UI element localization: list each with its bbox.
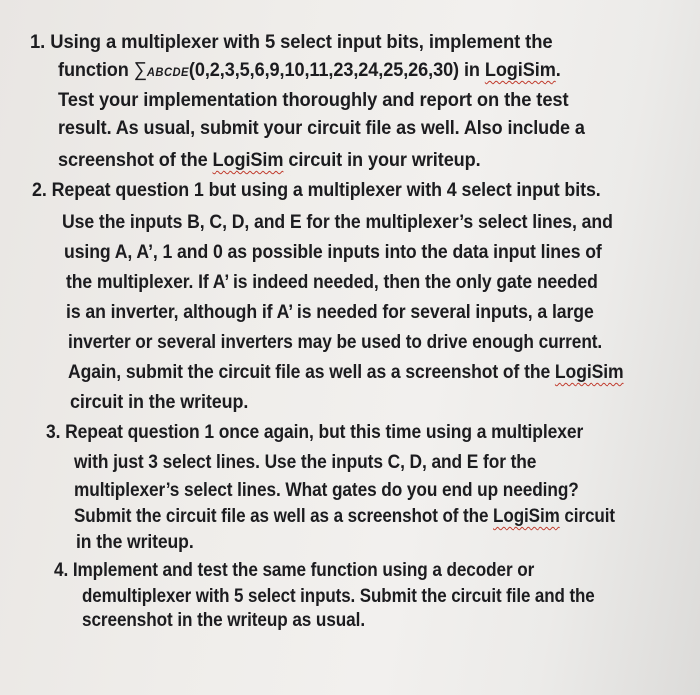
q1-line-4 (58, 116, 585, 140)
q4-text-1: Implement and test the same function using a decoder or (72, 559, 535, 581)
q4-number: 4. (54, 559, 69, 581)
q2-text-2: Use the inputs B, C, D, and E for the multiplexer’s select lines, and (62, 211, 613, 233)
q4-line-2 (82, 584, 595, 608)
q2-line-8 (70, 390, 248, 414)
q1-function-prefix: function (58, 59, 134, 81)
q2-text-5: is an inverter, although if A’ is needed for several inputs, a large (66, 301, 594, 323)
q2-line-1 (32, 178, 601, 202)
q3-text-4a: Submit the circuit file as well as a screenshot of the (74, 505, 494, 527)
function-subscript: ABCDE (146, 65, 189, 79)
q2-number: 2. (32, 179, 47, 201)
logisim-word: LogiSim (484, 59, 556, 81)
q2-line-2 (62, 210, 613, 234)
q1-text-4: result. As usual, submit your circuit file as well. Also include a (58, 117, 585, 139)
q3-line-4 (74, 504, 615, 528)
q2-text-4: the multiplexer. If A’ is indeed needed, then the only gate needed (66, 271, 598, 293)
q2-line-4 (66, 270, 598, 294)
q4-text-3: screenshot in the writeup as usual. (82, 609, 366, 631)
q1-text-5a: screenshot of the (58, 149, 213, 171)
q3-line-1 (46, 420, 583, 444)
q2-text-1: Repeat question 1 but using a multiplexer with 4 select input bits. (51, 179, 601, 201)
q1-line-2 (58, 58, 561, 84)
q1-line-5 (58, 148, 481, 172)
q1-text-1: Using a multiplexer with 5 select input bits, implement the (50, 31, 553, 53)
q2-line-7 (68, 360, 624, 384)
q3-text-5: in the writeup. (76, 531, 194, 553)
q3-text-2: with just 3 select lines. Use the inputs C, D, and E for the (74, 451, 537, 473)
q1-text-3: Test your implementation thoroughly and report on the test (58, 89, 569, 111)
q2-line-6 (68, 330, 602, 354)
q3-line-2 (74, 450, 536, 474)
q3-text-4b: circuit (559, 505, 615, 527)
function-terms: (0,2,3,5,6,9,10,11,23,24,25,26,30) in (188, 59, 485, 81)
q3-number: 3. (46, 421, 61, 443)
q2-text-8: circuit in the writeup. (70, 391, 249, 413)
q2-text-7: Again, submit the circuit file as well as a screenshot of the (68, 361, 555, 383)
q2-line-5 (66, 300, 594, 324)
q1-period: . (555, 59, 561, 81)
q2-text-6: inverter or several inverters may be used to drive enough current. (68, 331, 603, 353)
q2-text-3: using A, A’, 1 and 0 as possible inputs into the data input lines of (64, 241, 602, 263)
q4-text-2: demultiplexer with 5 select inputs. Submit the circuit file and the (82, 585, 595, 607)
q3-line-3 (74, 478, 579, 502)
q1-text-5b: circuit in your writeup. (283, 149, 481, 171)
q3-text-1: Repeat question 1 once again, but this time using a multiplexer (65, 421, 584, 443)
q1-number: 1. (30, 31, 46, 53)
q3-text-3: multiplexer’s select lines. What gates do you end up needing? (74, 479, 579, 501)
q4-line-1 (54, 558, 534, 582)
logisim-word: LogiSim (493, 505, 560, 527)
q1-line-1 (30, 30, 553, 54)
q2-line-3 (64, 240, 602, 264)
logisim-word: LogiSim (212, 149, 284, 171)
q4-line-3 (82, 608, 365, 632)
sigma-symbol: ∑ (133, 59, 147, 81)
q3-line-5 (76, 530, 194, 554)
logisim-word: LogiSim (554, 361, 624, 383)
q1-line-3 (58, 88, 569, 112)
